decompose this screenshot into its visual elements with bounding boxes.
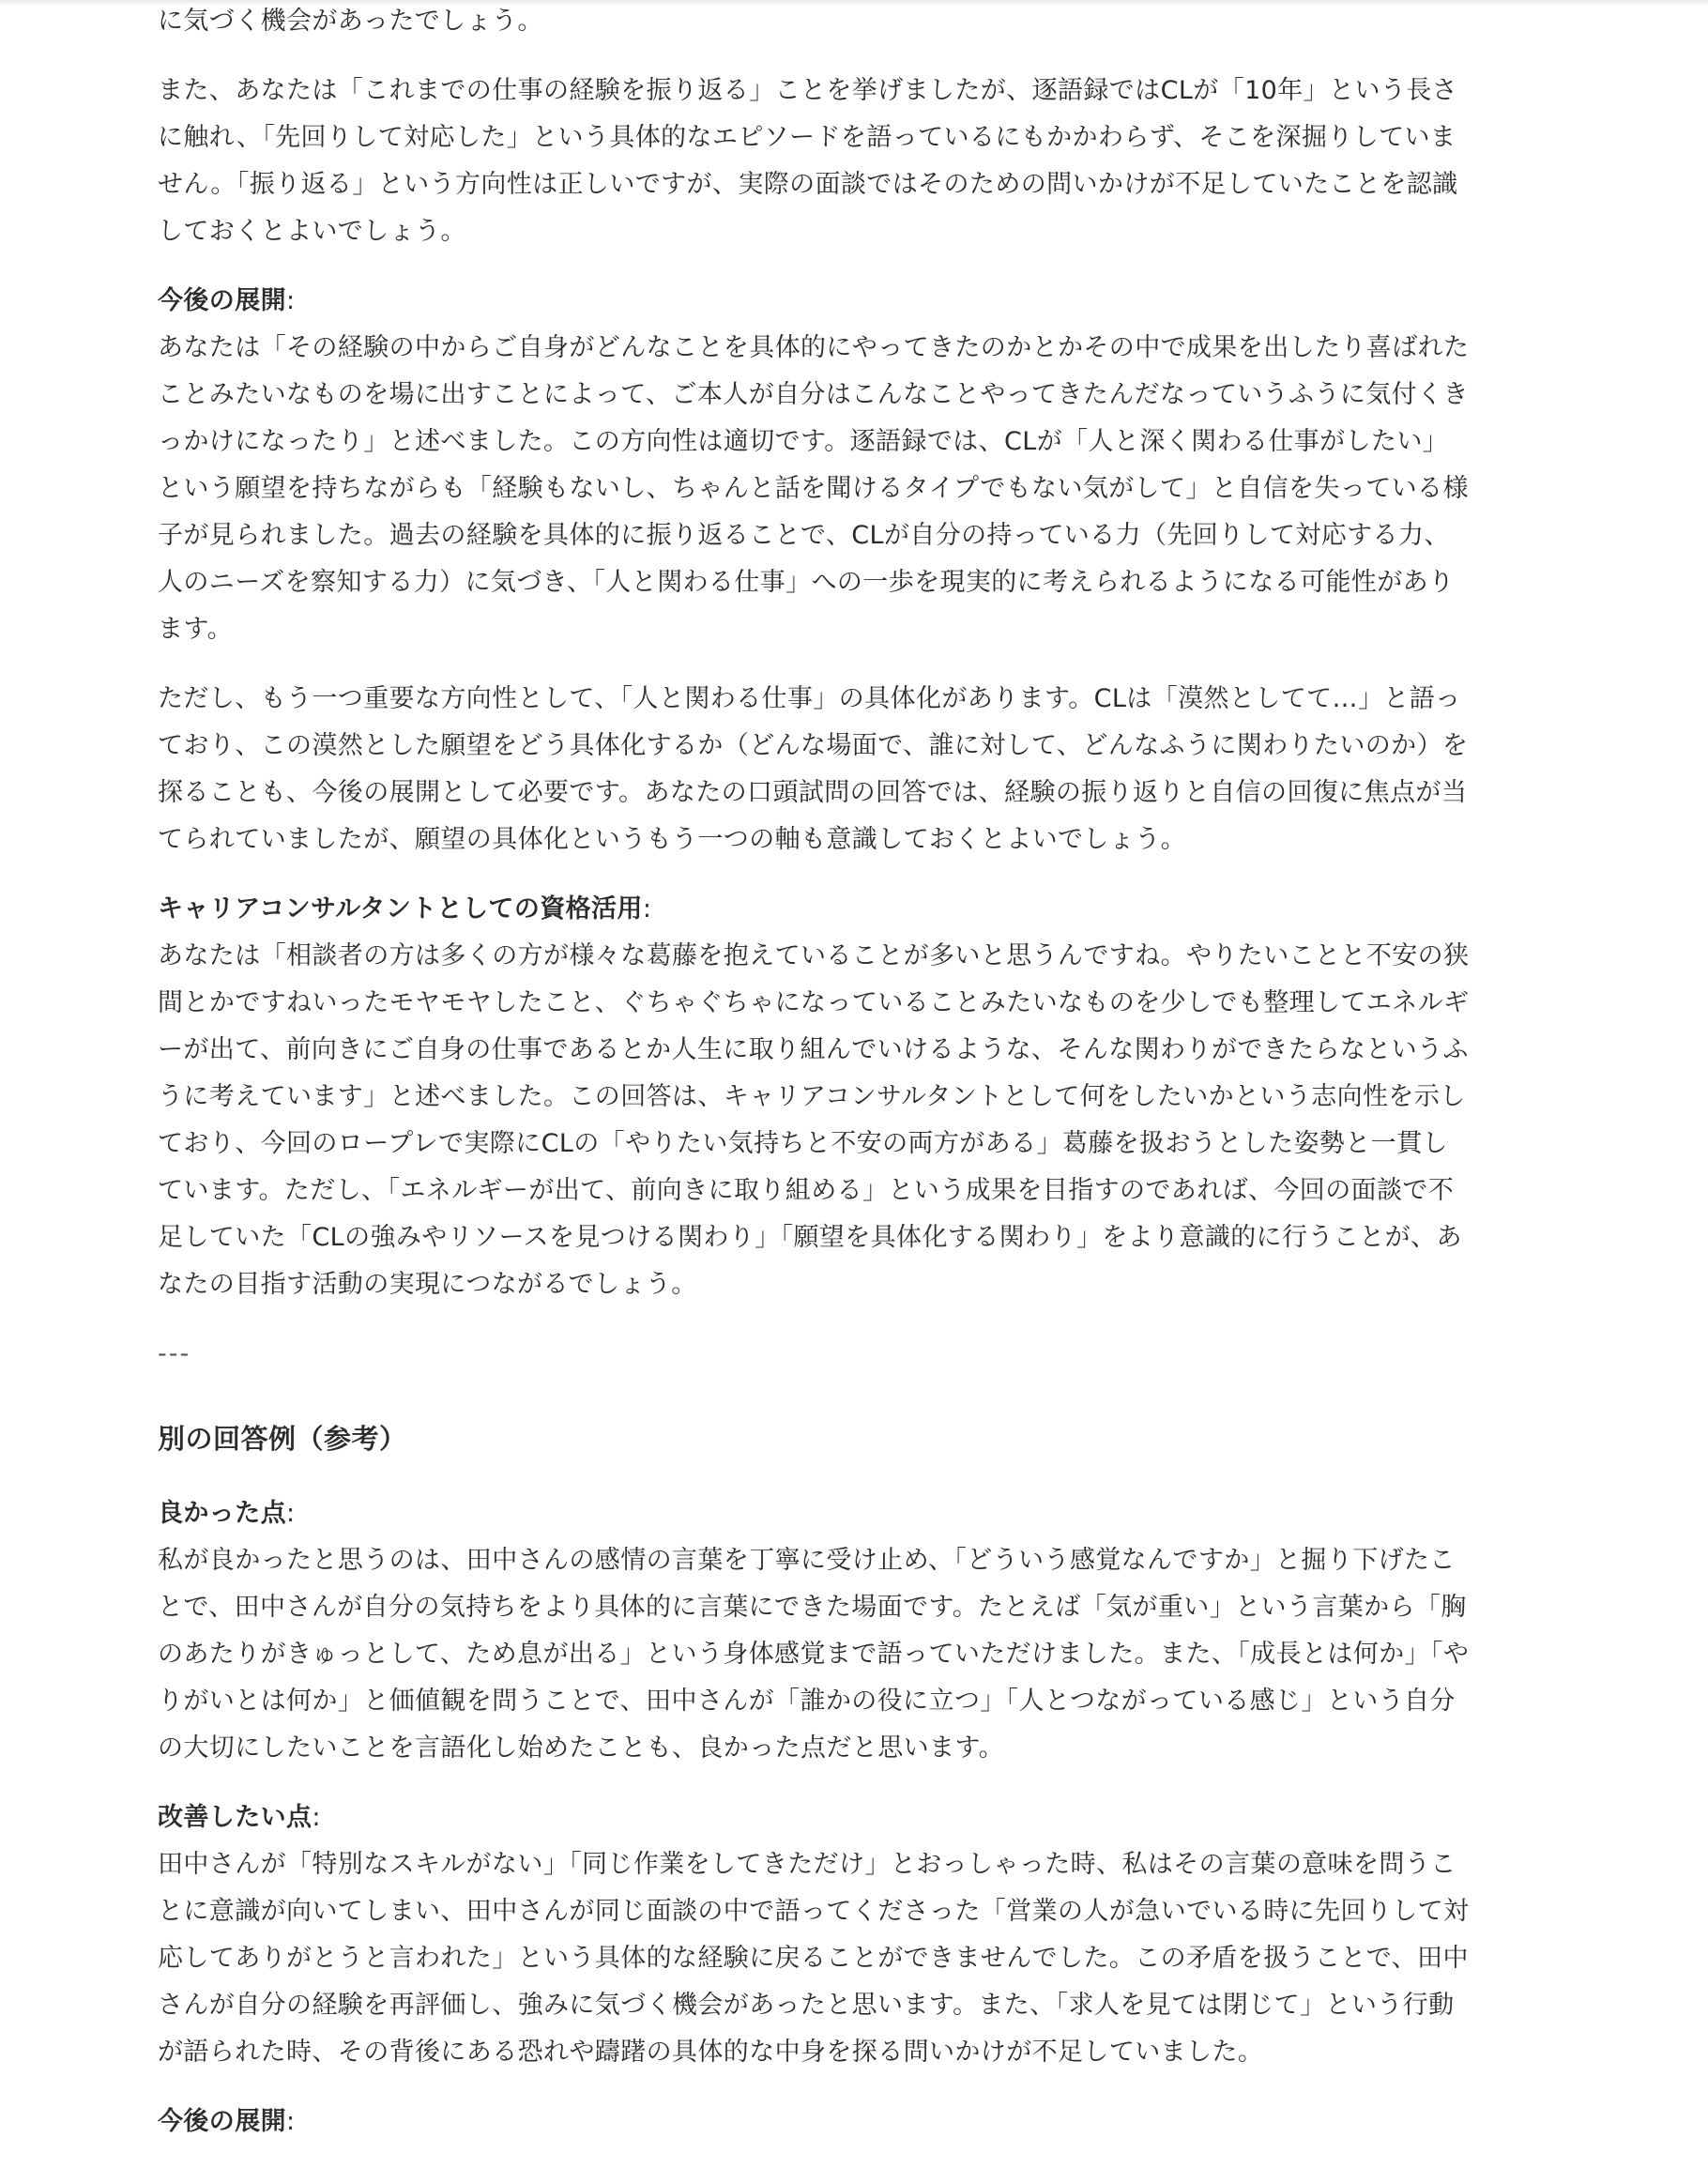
heading-future-development-2: 今後の展開: bbox=[158, 2107, 296, 2136]
paragraph-continuation: に気づく機会があったでしょう。 bbox=[158, 7, 543, 36]
paragraph-concretize-wish: ただし、もう一つ重要な方向性として、「人と関わる仕事」の具体化があります。CLは「漠然としてて…」と語っており、この漠然とした願望をどう具体化するか（どんな場面で、誰に対して、どんなふうに関わりたいのか）を探ることも、今後の展開として必要です。あなたの口頭試問の回答では、経験の振り返りと自信の回復に焦点が当てられていましたが、願望の具体化というもう一つの軸も意識しておくとよいでしょう。 bbox=[158, 684, 1469, 854]
heading-future-development: 今後の展開: bbox=[158, 286, 296, 315]
section-good-points bbox=[158, 1490, 1472, 1772]
paragraph-reflection-note: また、あなたは「これまでの仕事の経験を振り返る」ことを挙げましたが、逐語録ではCLが「10年」という長さに触れ、「先回りして対応した」という具体的なエピソードを語っているにもかかわらず、そこを深掘りしていません。「振り返る」という方向性は正しいですが、実際の面談ではそのための問いかけが不足していたことを認識しておくとよいでしょう。 bbox=[158, 76, 1458, 246]
section-title-alternative-answer: 別の回答例（参考） bbox=[158, 1423, 407, 1455]
paragraph-improvement-points: 田中さんが「特別なスキルがない」「同じ作業をしてきただけ」とおっしゃった時、私はその言葉の意味を問うことに意識が向いてしまい、田中さんが同じ面談の中で語ってくださった「営業の人が急いでいる時に先回りして対応してありがとうと言われた」という具体的な経験に戻ることができませんでした。この矛盾を扱うことで、田中さんが自分の経験を再評価し、強みに気づく機会があったと思います。また、「求人を見ては閉じて」という行動が語られた時、その背後にある恐れや躊躇の具体的な中身を探る問いかけが不足していました。 bbox=[158, 1850, 1470, 2067]
paragraph-career-qualification: あなたは「相談者の方は多くの方が様々な葛藤を抱えていることが多いと思うんですね。やりたいことと不安の狭間とかですねいったモヤモヤしたこと、ぐちゃぐちゃになっていることみたいなものを少しでも整理してエネルギーが出て、前向きにご自身の仕事であるとか人生に取り組んでいけるような、そんな関わりができたらなというふうに考えています」と述べました。この回答は、キャリアコンサルタントとして何をしたいかという志向性を示しており、今回のロープレで実際にCLの「やりたい気持ちと不安の両方がある」葛藤を扱おうとした姿勢と一貫しています。ただし、「エネルギーが出て、前向きに取り組める」という成果を目指すのであれば、今回の面談で不足していた「CLの強みやリソースを見つける関わり」「願望を具体化する関わり」をより意識的に行うことが、あなたの目指す活動の実現につながるでしょう。 bbox=[158, 941, 1470, 1299]
heading-improvement-points: 改善したい点: bbox=[158, 1803, 321, 1832]
heading-good-points: 良かった点: bbox=[158, 1499, 296, 1528]
paragraph-good-points: 私が良かったと思うのは、田中さんの感情の言葉を丁寧に受け止め、「どういう感覚なんですか」と掘り下げたことで、田中さんが自分の気持ちをより具体的に言葉にできた場面です。たとえば「気が重い」という言葉から「胸のあたりがきゅっとして、ため息が出る」という身体感覚まで語っていただけました。また、「成長とは何か」「やりがいとは何か」と価値観を問うことで、田中さんが「誰かの役に立つ」「人とつながっている感じ」という自分の大切にしたいことを言語化し始めたことも、良かった点だと思います。 bbox=[158, 1546, 1470, 1763]
section-career-qualification bbox=[158, 886, 1472, 1308]
section-future-development bbox=[158, 278, 1472, 653]
horizontal-rule-text: --- bbox=[158, 1339, 191, 1368]
paragraph-future-development: あなたは「その経験の中からご自身がどんなことを具体的にやってきたのかとかその中で成果を出したり喜ばれたことみたいなものを場に出すことによって、ご本人が自分はこんなことやってきたんだなっていうふうに気付くきっかけになったり」と述べました。この方向性は適切です。逐語録では、CLが「人と深く関わる仕事がしたい」という願望を持ちながらも「経験もないし、ちゃんと話を聞けるタイプでもない気がして」と自信を失っている様子が見られました。過去の経験を具体的に振り返ることで、CLが自分の持っている力（先回りして対応する力、人のニーズを察知する力）に気づき、「人と関わる仕事」への一歩を現実的に考えられるようになる可能性があります。 bbox=[158, 333, 1470, 644]
section-future-development-2 bbox=[158, 2099, 1472, 2145]
heading-career-qualification: キャリアコンサルタントとしての資格活用: bbox=[158, 894, 652, 924]
document-body bbox=[158, 0, 1472, 2145]
section-improvement-points bbox=[158, 1794, 1472, 2076]
